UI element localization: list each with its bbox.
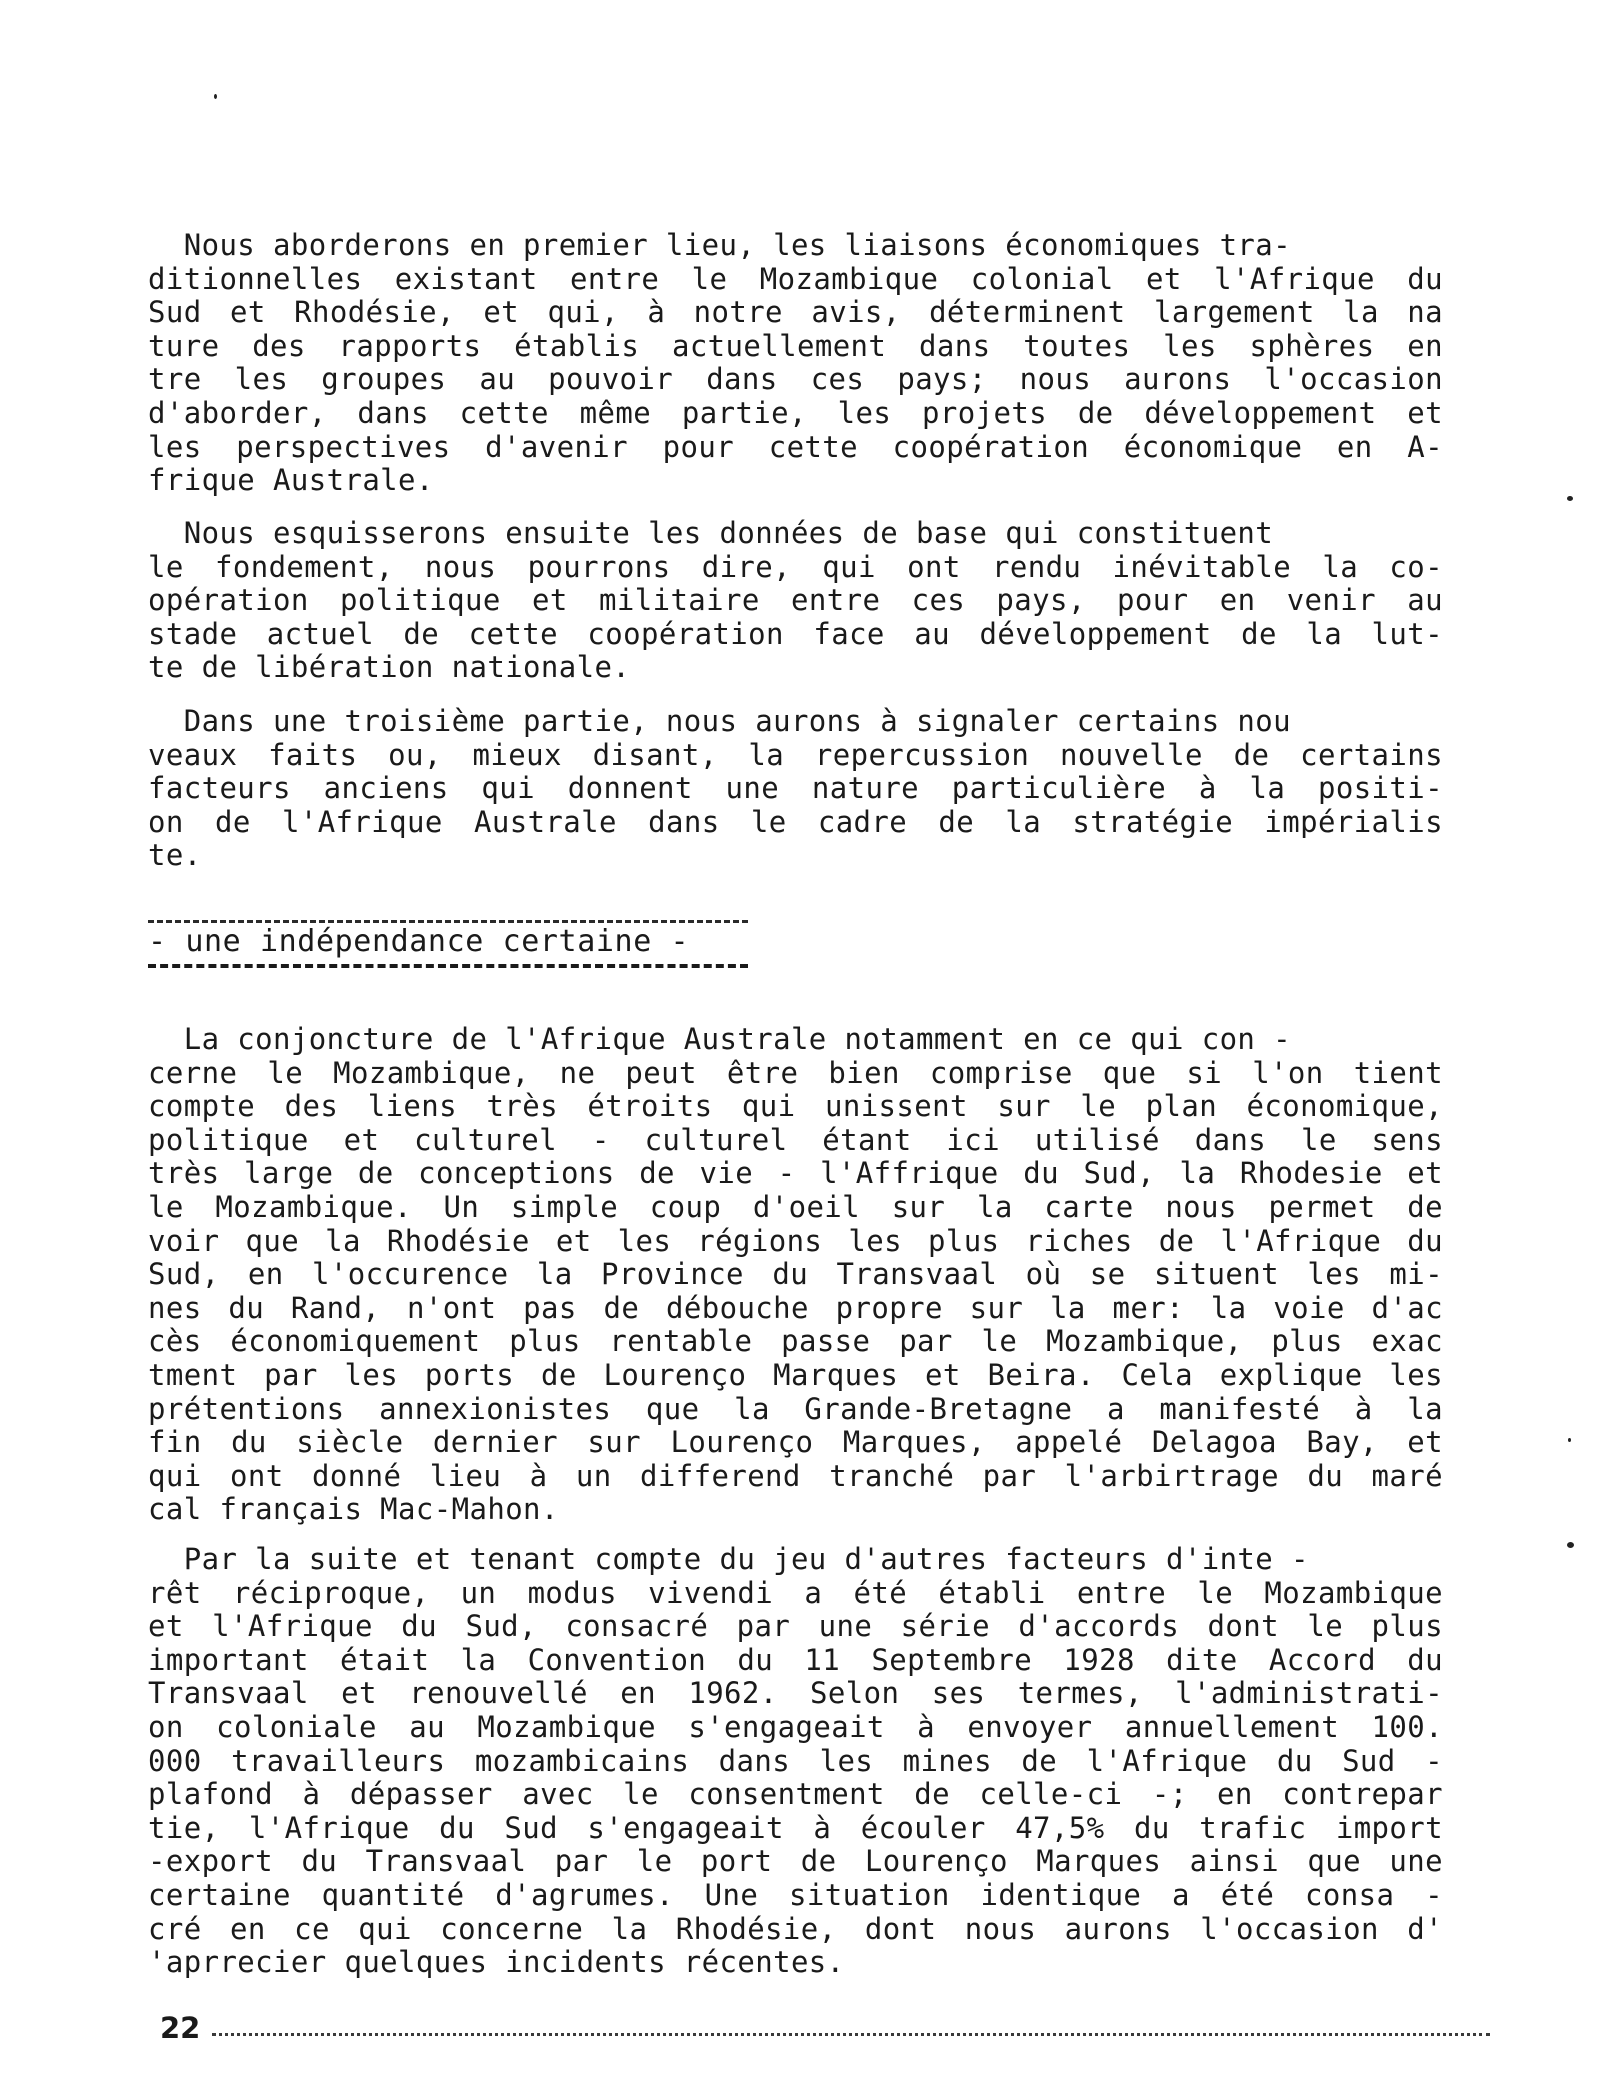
scan-speck [1567,496,1573,501]
text-line: -export du Transvaal par le port de Lourenço Marques ainsi que une [148,1844,1443,1879]
text-line: Transvaal et renouvellé en 1962. Selon ses termes, l'administrati- [148,1676,1443,1711]
scan-speck [1567,1542,1574,1548]
text-line: prétentions annexionistes que la Grande-Bretagne a manifesté à la [148,1391,1443,1426]
text-line: d'aborder, dans cette même partie, les projets de développement et [148,395,1443,430]
text-line: Dans une troisième partie, nous aurons à signaler certains nou [148,704,1292,738]
text-line: 'aprrecier quelques incidents récentes. [148,1945,845,1980]
text-line: politique et culturel - culturel étant ici utilisé dans le sens [148,1122,1443,1157]
heading-rule-bottom [148,964,748,968]
text-line: La conjoncture de l'Afrique Australe notamment en ce qui con - [148,1022,1292,1056]
paragraph-3 [148,705,1443,873]
page-footer [160,2010,1490,2050]
section-heading [148,920,748,968]
text-line: tment par les ports de Lourenço Marques et Beira. Cela explique les [148,1357,1443,1392]
text-line: te de libération nationale. [148,650,631,685]
text-line: Sud, en l'occurence la Province du Transvaal où se situent les mi- [148,1257,1443,1292]
text-line: 000 travailleurs mozambicains dans les mines de l'Afrique du Sud - [148,1743,1443,1778]
paragraph-2 [148,517,1443,685]
text-line: Par la suite et tenant compte du jeu d'autres facteurs d'inte - [148,1542,1309,1576]
text-line: plafond à dépasser avec le consentment de celle-ci -; en contrepar [148,1777,1443,1812]
text-line: cal français Mac-Mahon. [148,1492,559,1527]
text-line: très large de conceptions de vie - l'Affrique du Sud, la Rhodesie et [148,1156,1443,1191]
text-line: opération politique et militaire entre ces pays, pour en venir au [148,583,1443,618]
paragraph-1 [148,229,1443,498]
text-line: Sud et Rhodésie, et qui, à notre avis, déterminent largement la na [148,295,1443,330]
text-line: on de l'Afrique Australe dans le cadre de la stratégie impérialis [148,804,1443,839]
text-line: cès économiquement plus rentable passe par le Mozambique, plus exac [148,1324,1443,1359]
section-heading-text: - une indépendance certaine - [148,924,690,959]
text-line: Nous esquisserons ensuite les données de base qui constituent [148,516,1274,550]
text-line: le fondement, nous pourrons dire, qui ont rendu inévitable la co- [148,549,1443,584]
scan-speck [1568,1438,1571,1442]
text-line: facteurs anciens qui donnent une nature particulière à la positi- [148,771,1443,806]
footer-rule [212,2033,1490,2036]
scan-speck [214,94,217,99]
text-line: rêt réciproque, un modus vivendi a été établi entre le Mozambique [148,1575,1443,1610]
text-line: nes du Rand, n'ont pas de débouche propre sur la mer: la voie d'ac [148,1290,1443,1325]
text-line: voir que la Rhodésie et les régions les plus riches de l'Afrique du [148,1223,1443,1258]
text-line: ture des rapports établis actuellement dans toutes les sphères en [148,328,1443,363]
text-line: ditionnelles existant entre le Mozambique colonial et l'Afrique du [148,261,1443,296]
text-line: compte des liens très étroits qui unissent sur le plan économique, [148,1089,1443,1124]
text-line: on coloniale au Mozambique s'engageait à envoyer annuellement 100. [148,1709,1443,1744]
paragraph-4 [148,1023,1443,1527]
text-line: fin du siècle dernier sur Lourenço Marques, appelé Delagoa Bay, et [148,1425,1443,1460]
text-line: qui ont donné lieu à un differend tranché par l'arbirtrage du maré [148,1458,1443,1493]
text-line: cré en ce qui concerne la Rhodésie, dont nous aurons l'occasion d' [148,1911,1443,1946]
text-line: certaine quantité d'agrumes. Une situation identique a été consa - [148,1877,1443,1912]
text-line: te. [148,838,202,873]
text-line: important était la Convention du 11 Septembre 1928 dite Accord du [148,1642,1443,1677]
text-line: stade actuel de cette coopération face au développement de la lut- [148,616,1443,651]
text-line: les perspectives d'avenir pour cette coopération économique en A- [148,429,1443,464]
text-line: veaux faits ou, mieux disant, la repercussion nouvelle de certains [148,737,1443,772]
paragraph-5 [148,1543,1443,1980]
text-line: tre les groupes au pouvoir dans ces pays; nous aurons l'occasion [148,362,1443,397]
text-line: Nous aborderons en premier lieu, les liaisons économiques tra- [148,228,1292,262]
page-number: 22 [160,2011,201,2045]
text-line: frique Australe. [148,463,434,498]
text-line: et l'Afrique du Sud, consacré par une série d'accords dont le plus [148,1609,1443,1644]
text-line: cerne le Mozambique, ne peut être bien comprise que si l'on tient [148,1055,1443,1090]
text-line: le Mozambique. Un simple coup d'oeil sur la carte nous permet de [148,1189,1443,1224]
text-line: tie, l'Afrique du Sud s'engageait à écouler 47,5% du trafic import [148,1810,1443,1845]
